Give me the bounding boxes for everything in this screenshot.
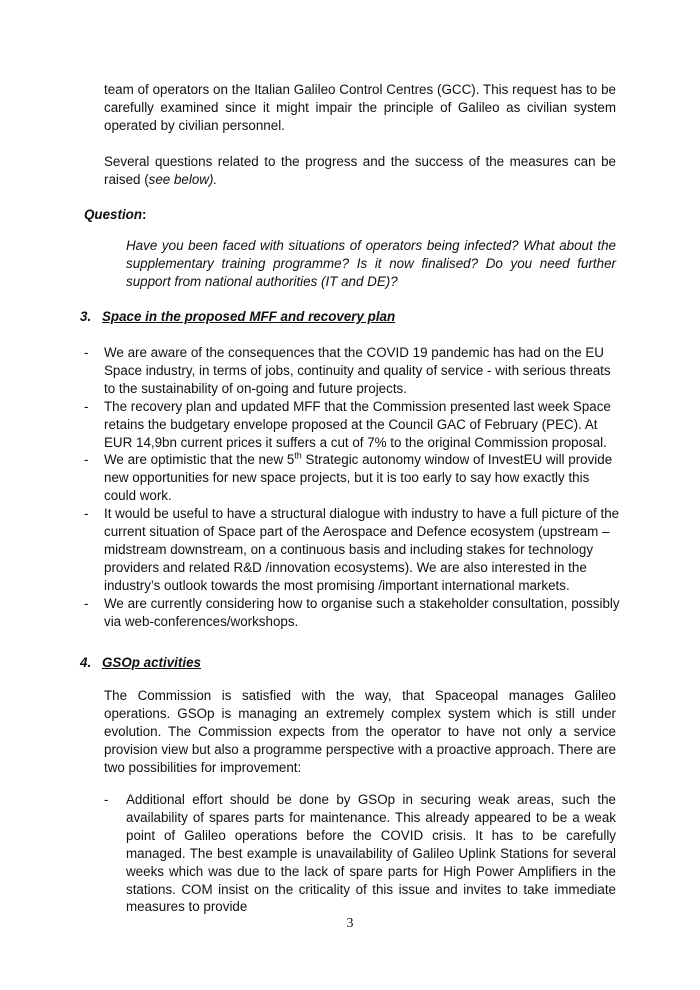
paragraph-questions-text: Several questions related to the progress and the success of the measures can be raised ( — [104, 154, 616, 187]
list-item — [84, 451, 624, 505]
list-item — [84, 595, 624, 631]
section-4-number: 4. — [80, 655, 92, 670]
list-item — [84, 344, 624, 398]
question-label — [84, 206, 147, 224]
bullet-text: We are currently considering how to organise such a stakeholder consultation, possibly via web-conferences/workshops. — [104, 595, 620, 629]
section-3-bullet-list — [84, 344, 624, 631]
bullet-dash: - — [84, 595, 89, 611]
section-4-bullet-list — [104, 791, 616, 916]
bullet-dash: - — [84, 345, 89, 360]
question-label-text: Question — [84, 207, 143, 222]
section-3-heading — [80, 308, 395, 326]
bullet-dash: - — [84, 398, 89, 414]
bullet-text: It would be useful to have a structural dialogue with industry to have a full picture of the current situation of Space part of the Aerospace and Defence ecosystem (upstream – midstream downstream, on a continuous basis and including stakes for technology providers and related R&D /innovation ecosystems). We are also interested in the industry’s outlook towards the most promising /important international markets. — [104, 506, 620, 593]
paragraph-questions — [104, 153, 616, 189]
question-colon: : — [142, 207, 147, 222]
bullet-text: The recovery plan and updated MFF that the Commission presented last week Space retains the budgetary envelope proposed at the Council GAC of February (PEC). At EUR 14,9bn current prices it suffers a cut of 7% to the original Commission proposal. — [104, 398, 611, 450]
bullet-text-suffix: Strategic autonomy window of InvestEU will provide new opportunities for new space projects, but it is too early to say how exactly this could work. — [104, 452, 613, 504]
bullet-text-prefix: We are optimistic that the new 5 — [104, 452, 295, 468]
bullet-text: We are aware of the consequences that the COVID 19 pandemic has had on the EU Space industry, in terms of jobs, continuity and quality of service - with serious threats to the sustainability of on-going and future projects. — [104, 345, 611, 396]
bullet-dash: - — [84, 452, 89, 468]
section-3-number: 3. — [80, 309, 92, 324]
question-text: Have you been faced with situations of operators being infected? What about the supplementary training programme? Is it now finalised? Do you need further support from national authorities (IT and DE)? — [126, 238, 616, 290]
bullet-dash: - — [104, 792, 109, 807]
bullet-text: Additional effort should be done by GSOp in securing weak areas, such the availability of spares parts for maintenance. This already appeared to be a weak point of Galileo operations before the COVID crisis. It has to be carefully managed. The best example is unavailability of Galileo Uplink Stations for several weeks which was due to the lack of spare parts for High Power Amplifiers in the stations. COM insist on the criticality of this issue and invites to take immediate measures to provide — [126, 792, 616, 915]
section-4-title: GSOp activities — [102, 655, 201, 670]
section-3-title: Space in the proposed MFF and recovery plan — [102, 309, 396, 324]
list-item — [104, 791, 616, 916]
page-number: 3 — [346, 916, 354, 931]
list-item — [84, 505, 624, 595]
bullet-superscript: th — [294, 450, 302, 461]
bullet-dash: - — [84, 506, 89, 522]
section-4-heading — [80, 654, 201, 672]
paragraph-gcc: team of operators on the Italian Galileo Control Centres (GCC). This request has to be carefully examined since it might impair the principle of Galileo as civilian system operated by civilian personnel. — [104, 82, 616, 133]
list-item — [84, 398, 624, 452]
section-4-intro: The Commission is satisfied with the way, that Spaceopal manages Galileo operations. GSOp is managing an extremely complex system which is still under evolution. The Commission expects from the operator to have not only a service provision view but also a programme perspective with a proactive approach. There are two possibilities for improvement: — [104, 688, 616, 775]
see-below-text: see below). — [148, 171, 218, 187]
